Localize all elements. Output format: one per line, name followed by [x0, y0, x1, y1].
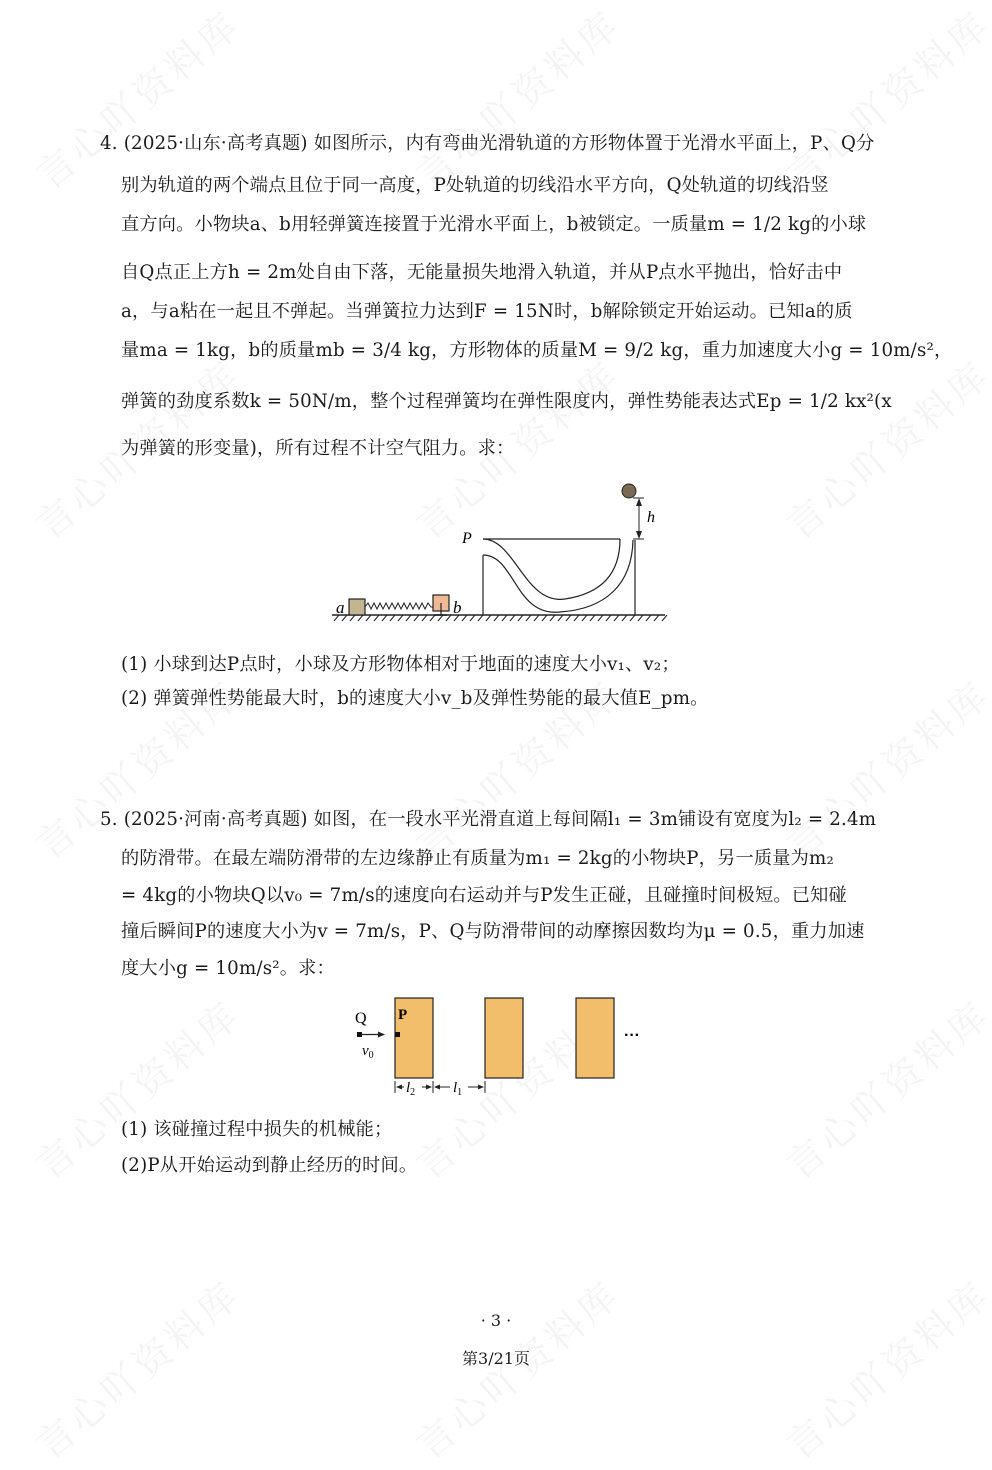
svg-text:v0: $v_0$: [362, 1043, 374, 1061]
strip-2: [485, 998, 523, 1078]
sub-question-2: (2) 弹簧弹性势能最大时，b的速度大小v_b及弹性势能的最大值E_pm。: [121, 688, 709, 709]
ellipsis: ···: [624, 1027, 640, 1044]
sub-question-2: (2)P从开始运动到静止经历的时间。: [121, 1155, 418, 1176]
sub-question-1: (1) 该碰撞过程中损失的机械能；: [121, 1119, 393, 1140]
ground: [332, 615, 667, 621]
question-text-line: 弹簧的劲度系数k = 50N/m，整个过程弹簧均在弹性限度内，弹性势能表达式Ep = 1/2 kx²(x: [121, 391, 892, 412]
question-text-line: 如图所示，内有弯曲光滑轨道的方形物体置于光滑水平面上，P、Q分: [313, 133, 875, 154]
label-a: a: [336, 598, 345, 617]
question-text-line: 撞后瞬间P的速度大小为v = 7m/s，P、Q与防滑带间的动摩擦因数均为μ = 0.5，重力加速: [121, 921, 865, 942]
question-text-line: a，与a粘在一起且不弹起。当弹簧拉力达到F = 15N时，b解除锁定开始运动。已知a的质: [121, 301, 853, 322]
label-v0: v: [362, 1043, 369, 1059]
question-text-line: 别为轨道的两个端点且位于同一高度，P处轨道的切线沿水平方向，Q处轨道的切线沿竖: [121, 175, 829, 196]
question-number: 4.: [100, 133, 118, 154]
ball: [622, 484, 636, 498]
label-q: Q: [355, 1010, 367, 1027]
question-text-line: 量ma = 1kg，b的质量mb = 3/4 kg，方形物体的质量M = 9/2 kg，重力加速度大小g = 10m/s²，: [121, 340, 953, 361]
question-text-line: 直方向。小物块a、b用轻弹簧连接置于光滑水平面上，b被锁定。一质量m = 1/2 kg的小球: [121, 214, 867, 235]
label-h: h: [647, 509, 655, 526]
block-p: [395, 1032, 400, 1037]
label-p: P: [398, 1007, 408, 1023]
label-b: b: [453, 598, 462, 617]
curved-track-block: [483, 539, 635, 615]
question-number: 5.: [100, 809, 118, 830]
block-q: [357, 1032, 362, 1037]
track-spring-figure: [320, 475, 690, 630]
question-text-line: 如图，在一段水平光滑直道上每间隔l₁ = 3m铺设有宽度为l₂ = 2.4m: [313, 809, 877, 830]
question-text-line: 自Q点正上方h = 2m处自由下落，无能量损失地滑入轨道，并从P点水平抛出，恰好击中: [121, 262, 843, 283]
question-source: (2025·山东·高考真题): [123, 133, 308, 154]
question-text-line: 的防滑带。在最左端防滑带的左边缘静止有质量为m₁ = 2kg的小物块P，另一质量为m₂: [121, 848, 834, 869]
block-a: [349, 599, 365, 615]
question-text-line: = 4kg的小物块Q以v₀ = 7m/s的速度向右运动并与P发生正碰，且碰撞时间极短。已知碰: [121, 885, 847, 906]
question-text-line: 度大小g = 10m/s²。求：: [121, 958, 335, 979]
label-p: P: [462, 530, 472, 547]
svg-text:l2: $l_2$: [406, 1080, 416, 1098]
question-source: (2025·河南·高考真题): [123, 809, 308, 830]
anti-slip-strips-figure: [340, 985, 660, 1110]
svg-text:l1: $l_1$: [453, 1080, 463, 1098]
sub-question-1: (1) 小球到达P点时，小球及方形物体相对于地面的速度大小v₁、v₂；: [121, 654, 680, 675]
page-marker: · 3 ·: [480, 1311, 512, 1330]
page-count: 第3/21页: [462, 1349, 530, 1368]
spring: [365, 603, 433, 609]
question-text-line: 为弹簧的形变量)，所有过程不计空气阻力。求：: [121, 438, 515, 459]
strip-3: [576, 998, 614, 1078]
